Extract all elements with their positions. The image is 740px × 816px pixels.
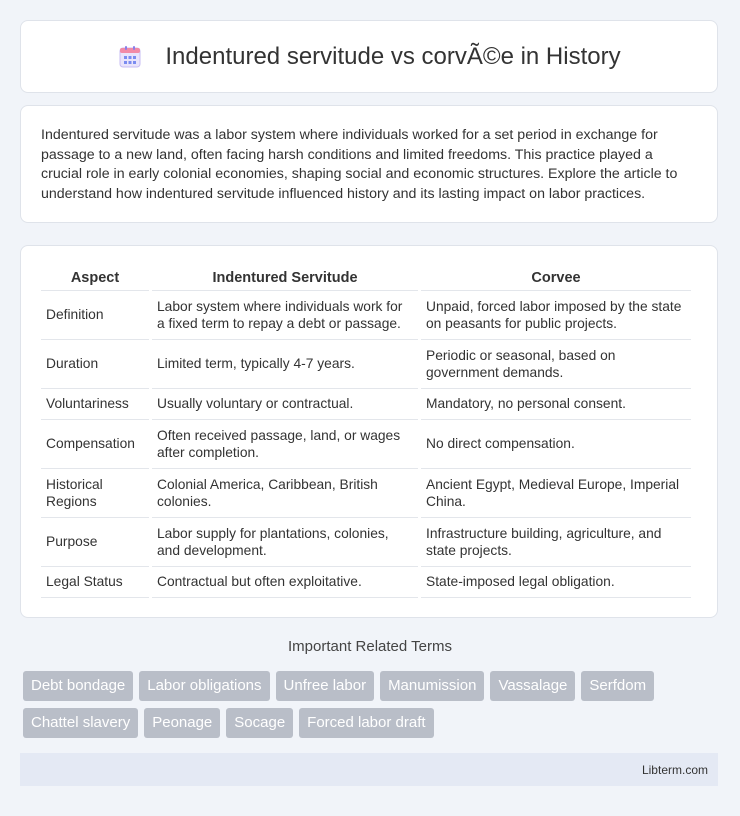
related-terms-list <box>23 671 723 738</box>
table-cell: Limited term, typically 4-7 years. <box>152 340 418 389</box>
table-cell-aspect: Voluntariness <box>41 389 149 420</box>
table-cell-aspect: Compensation <box>41 420 149 469</box>
table-cell-aspect: Legal Status <box>41 567 149 598</box>
related-term-tag[interactable]: Manumission <box>380 671 484 701</box>
table-row <box>41 291 691 340</box>
related-term-tag[interactable]: Unfree labor <box>276 671 375 701</box>
table-row <box>41 567 691 598</box>
related-term-tag[interactable]: Labor obligations <box>139 671 269 701</box>
table-cell: Mandatory, no personal consent. <box>421 389 691 420</box>
table-row <box>41 340 691 389</box>
table-cell-aspect: Duration <box>41 340 149 389</box>
title-wrap <box>117 43 620 71</box>
related-term-tag[interactable]: Chattel slavery <box>23 708 138 738</box>
table-row <box>41 420 691 469</box>
footer <box>20 753 718 786</box>
related-term-tag[interactable]: Forced labor draft <box>299 708 433 738</box>
table-cell: Contractual but often exploitative. <box>152 567 418 598</box>
table-cell: Unpaid, forced labor imposed by the state on peasants for public projects. <box>421 291 691 340</box>
table-cell: Ancient Egypt, Medieval Europe, Imperial China. <box>421 469 691 518</box>
related-term-tag[interactable]: Debt bondage <box>23 671 133 701</box>
table-row <box>41 518 691 567</box>
header-card <box>20 20 718 93</box>
table-cell: Usually voluntary or contractual. <box>152 389 418 420</box>
related-term-tag[interactable]: Peonage <box>144 708 220 738</box>
table-cell-aspect: Purpose <box>41 518 149 567</box>
comparison-table-card <box>20 245 718 618</box>
table-cell: No direct compensation. <box>421 420 691 469</box>
page-title: Indentured servitude vs corvÃ©e in History <box>165 42 621 70</box>
related-term-tag[interactable]: Socage <box>226 708 293 738</box>
table-cell: Labor system where individuals work for a fixed term to repay a debt or passage. <box>152 291 418 340</box>
table-cell: Periodic or seasonal, based on government demands. <box>421 340 691 389</box>
table-row <box>41 389 691 420</box>
related-term-tag[interactable]: Serfdom <box>581 671 654 701</box>
table-row <box>41 469 691 518</box>
intro-paragraph: Indentured servitude was a labor system where individuals worked for a set period in exchange for passage to a new land, often facing harsh conditions and limited freedoms. This practice played a crucial role in early colonial economies, shaping social and economic structures. Explore the article to understand how indentured servitude influenced history and its lasting impact on labor practices. <box>41 127 678 202</box>
calendar-grid-icon <box>117 44 143 70</box>
comparison-table <box>38 266 694 598</box>
table-cell: State-imposed legal obligation. <box>421 567 691 598</box>
column-header-indentured-servitude: Indentured Servitude <box>152 266 418 291</box>
table-cell: Infrastructure building, agriculture, and state projects. <box>421 518 691 567</box>
table-cell-aspect: Definition <box>41 291 149 340</box>
table-cell: Labor supply for plantations, colonies, and development. <box>152 518 418 567</box>
table-cell-aspect: Historical Regions <box>41 469 149 518</box>
intro-card <box>20 105 718 223</box>
table-cell: Often received passage, land, or wages after completion. <box>152 420 418 469</box>
column-header-aspect: Aspect <box>41 266 149 291</box>
related-terms-heading: Important Related Terms <box>288 638 452 655</box>
column-header-corvee: Corvee <box>421 266 691 291</box>
table-header-row <box>41 266 691 291</box>
footer-site-link[interactable]: Libterm.com <box>641 762 708 777</box>
table-cell: Colonial America, Caribbean, British colonies. <box>152 469 418 518</box>
related-term-tag[interactable]: Vassalage <box>490 671 575 701</box>
